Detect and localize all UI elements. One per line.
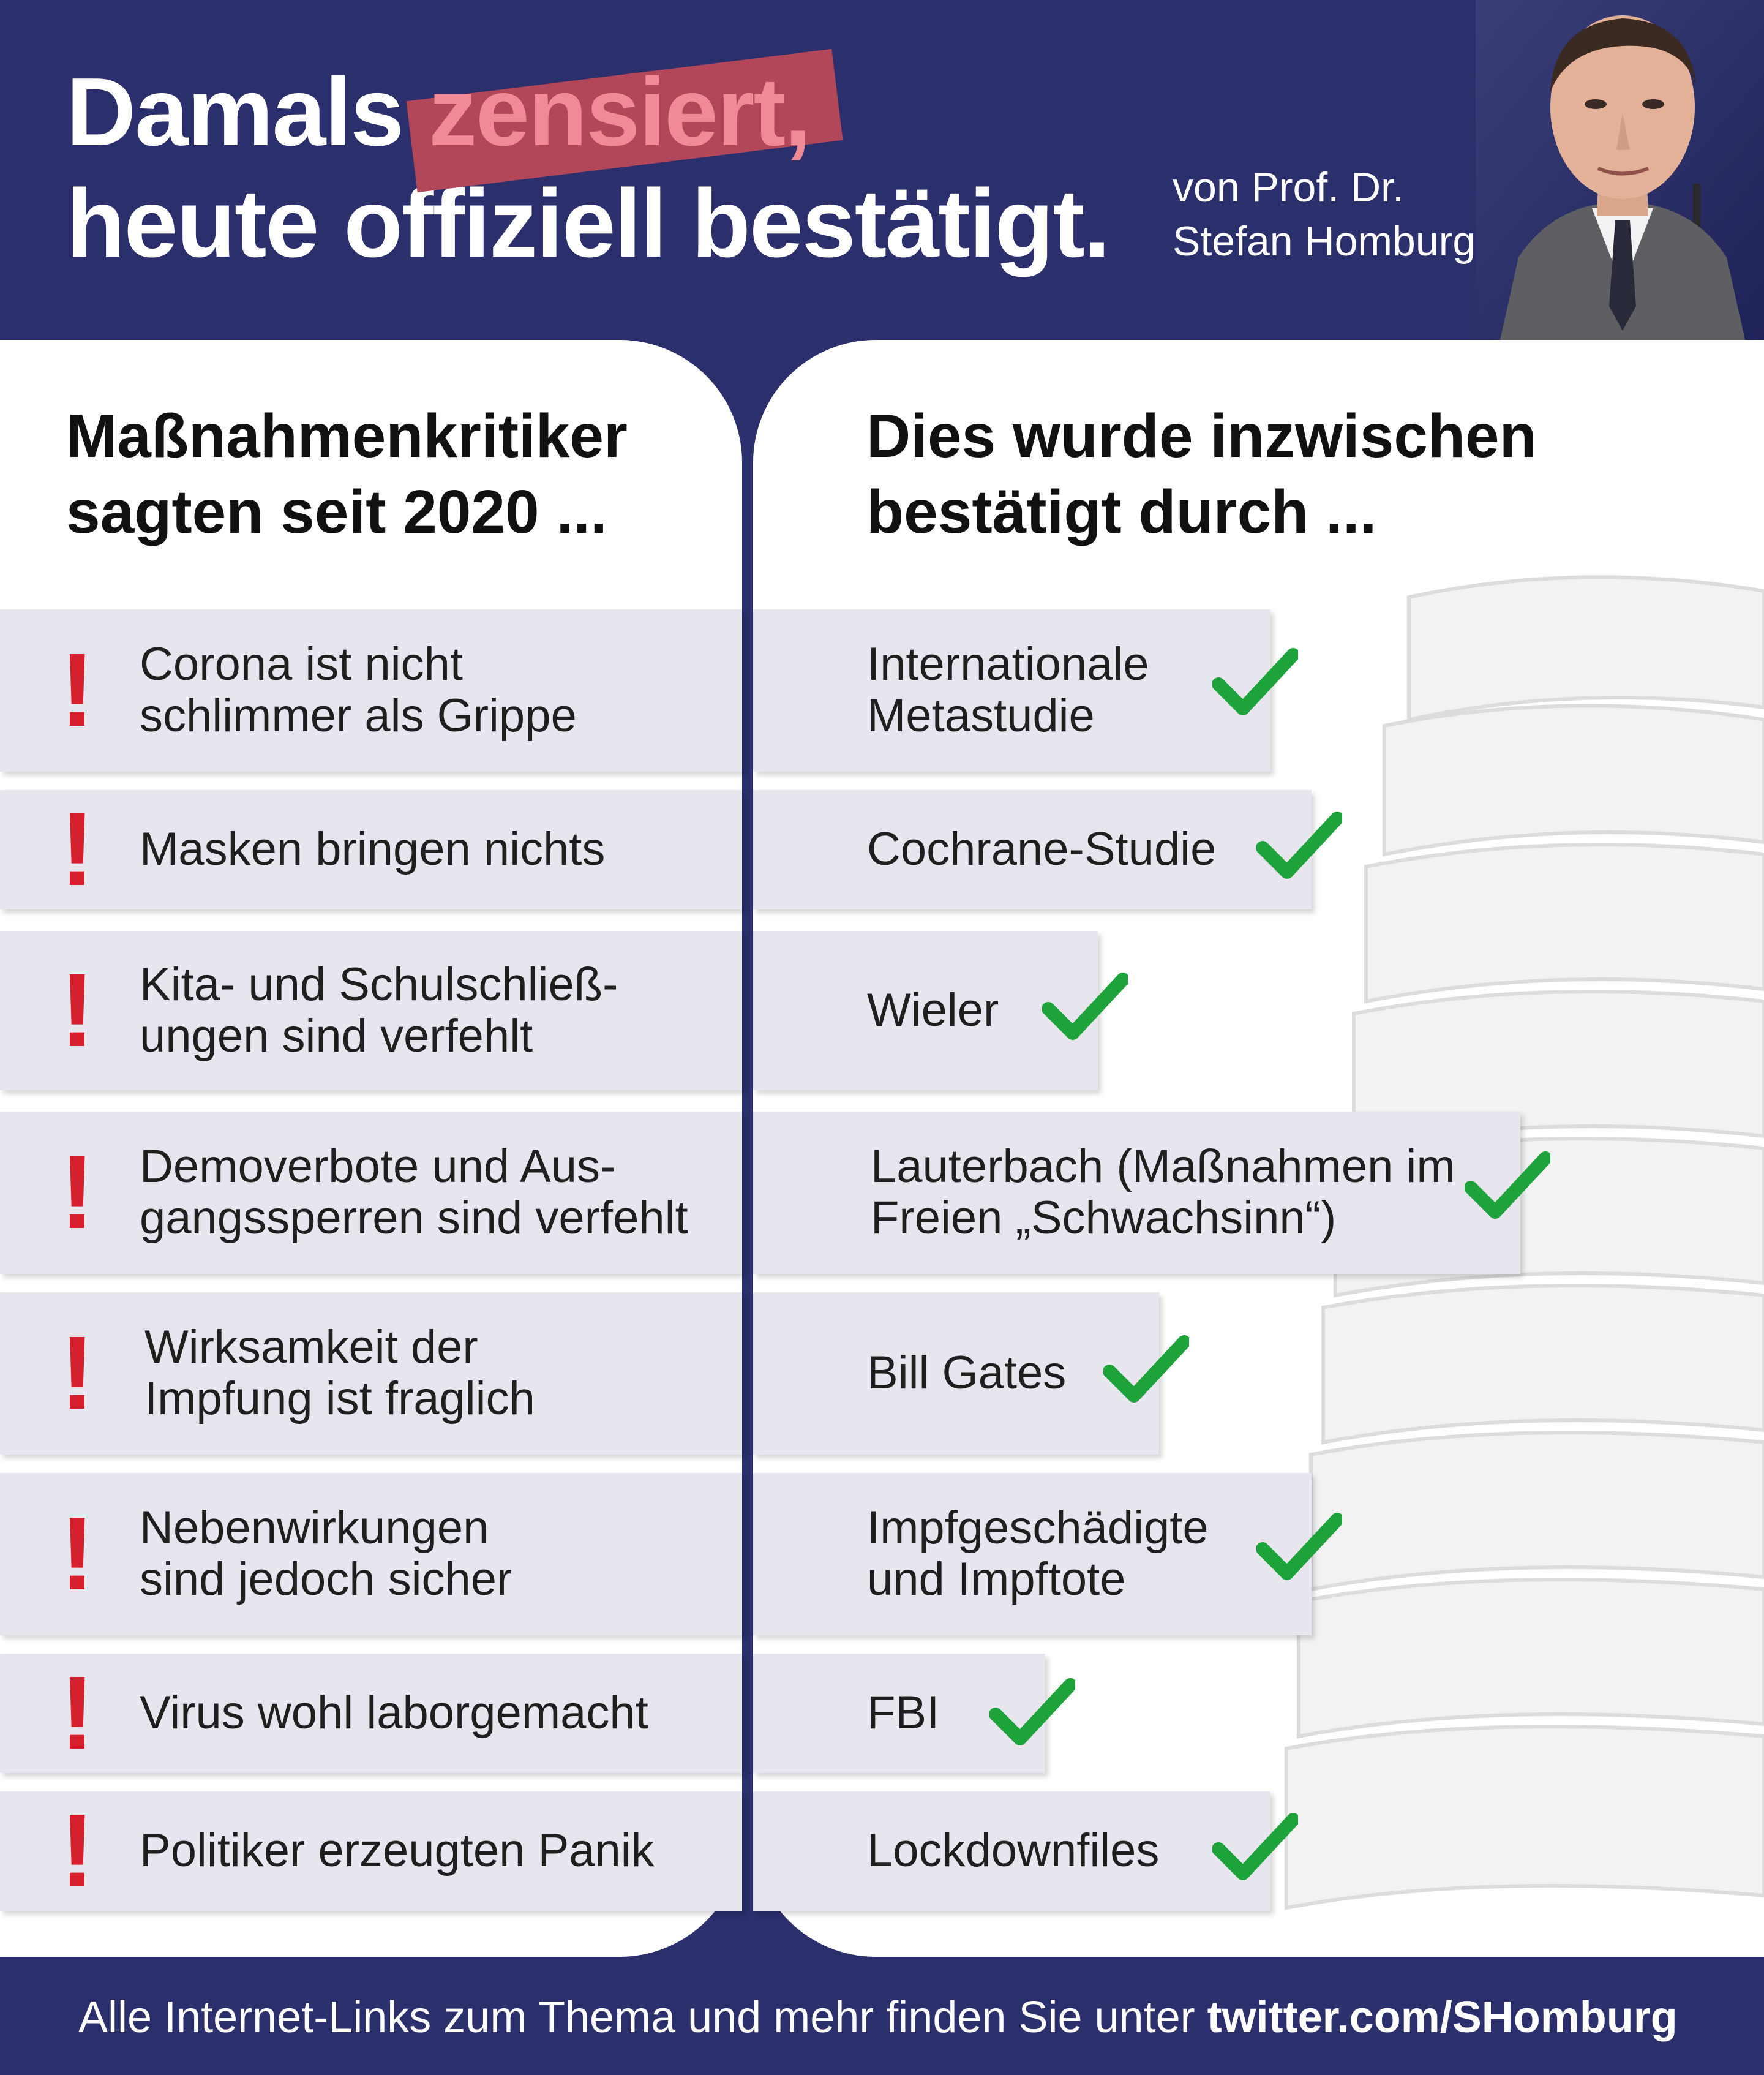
checkmark-icon (989, 1676, 1075, 1750)
claim-line-1: Demoverbote und Aus- (140, 1140, 616, 1192)
claim-row (0, 931, 742, 1090)
checkmark-icon (1212, 646, 1298, 720)
claim-line-1: Corona ist nicht (140, 638, 464, 690)
confirmation-row (753, 1292, 1159, 1455)
checkmark-icon (1256, 810, 1342, 883)
checkmark-icon (1465, 1150, 1550, 1223)
confirmation-text (867, 1687, 939, 1739)
confirmation-line-2: und Impftote (867, 1553, 1126, 1605)
claim-text (140, 1825, 655, 1877)
confirmation-row (753, 1112, 1520, 1274)
censored-word (429, 56, 810, 168)
checkmark-icon (1212, 1811, 1298, 1885)
confirmation-text (867, 1347, 1066, 1399)
left-column-heading (66, 398, 628, 550)
claim-line-2: ungen sind verfehlt (140, 1010, 533, 1062)
claim-line-2: sind jedoch sicher (140, 1553, 512, 1605)
claim-row (0, 1654, 742, 1773)
confirmation-text (867, 1825, 1159, 1877)
claim-row (0, 1473, 742, 1635)
confirmation-row (753, 1791, 1270, 1911)
left-heading-line-2: sagten seit 2020 ... (66, 478, 607, 546)
confirmation-line-2: Metastudie (867, 690, 1095, 742)
claim-text (140, 959, 618, 1062)
confirmation-row (753, 1473, 1312, 1635)
claim-line-1: Kita- und Schulschließ- (140, 958, 618, 1011)
confirmation-text (867, 1502, 1209, 1605)
confirmation-line-1: Lockdownfiles (867, 1825, 1160, 1877)
exclamation-icon: ! (60, 1315, 95, 1431)
confirmation-text (867, 824, 1216, 875)
confirmation-line-1: Wieler (867, 984, 999, 1036)
footer-link[interactable]: twitter.com/SHomburg (1207, 1993, 1678, 2042)
confirmation-row (753, 609, 1270, 772)
confirmation-row (753, 790, 1312, 909)
author-line-1: von Prof. Dr. (1173, 164, 1404, 211)
footer-caption: Alle Internet-Links zum Thema und mehr finden Sie unter (78, 1993, 1207, 2042)
claim-line-1: Masken bringen nichts (140, 823, 606, 875)
page-title (66, 56, 1109, 279)
claim-text (140, 1502, 512, 1605)
exclamation-icon: ! (60, 1793, 95, 1909)
confirmation-line-1: Internationale (867, 638, 1149, 690)
claim-row (0, 609, 742, 772)
censored-word-text: zensiert, (429, 58, 811, 166)
author-line-2: Stefan Homburg (1173, 218, 1476, 265)
exclamation-icon: ! (60, 1496, 95, 1612)
claim-text (140, 639, 577, 742)
author-portrait (1476, 0, 1764, 340)
left-heading-line-1: Maßnahmenkritiker (66, 402, 628, 470)
exclamation-icon: ! (60, 791, 95, 908)
confirmation-text (867, 985, 999, 1036)
exclamation-icon: ! (60, 1655, 95, 1771)
exclamation-icon: ! (60, 952, 95, 1069)
checkmark-icon (1042, 971, 1128, 1044)
confirmation-row (753, 1654, 1045, 1773)
confirmation-text (871, 1141, 1455, 1244)
claim-row (0, 1791, 742, 1911)
confirmation-line-1: FBI (867, 1687, 940, 1739)
claim-row (0, 790, 742, 909)
checkmark-icon (1103, 1333, 1189, 1407)
claim-line-1: Wirksamkeit der (144, 1321, 478, 1373)
claim-text (140, 824, 605, 875)
claim-line-2: gangssperren sind verfehlt (140, 1192, 688, 1244)
claim-text (140, 1141, 688, 1244)
confirmation-text (867, 639, 1149, 742)
title-word-damals: Damals (66, 58, 403, 166)
title-line-1 (66, 56, 1109, 168)
right-heading-line-1: Dies wurde inzwischen (866, 402, 1537, 470)
author-credit (1173, 160, 1476, 268)
claim-line-1: Virus wohl laborgemacht (140, 1687, 648, 1739)
right-column-heading (866, 398, 1537, 550)
claim-line-1: Nebenwirkungen (140, 1502, 489, 1554)
claim-line-2: Impfung ist fraglich (144, 1373, 535, 1425)
confirmation-line-1: Impfgeschädigte (867, 1502, 1209, 1554)
exclamation-icon: ! (60, 632, 95, 748)
right-heading-line-2: bestätigt durch ... (866, 478, 1377, 546)
claim-row (0, 1112, 742, 1274)
exclamation-icon: ! (60, 1134, 95, 1251)
claim-text (144, 1322, 535, 1425)
confirmation-line-1: Lauterbach (Maßnahmen im (871, 1140, 1455, 1192)
claim-line-1: Politiker erzeugten Panik (140, 1825, 655, 1877)
claim-row (0, 1292, 742, 1455)
confirmation-line-1: Cochrane-Studie (867, 823, 1217, 875)
checkmark-icon (1256, 1511, 1342, 1584)
confirmation-line-1: Bill Gates (867, 1347, 1067, 1399)
footer-text (78, 1992, 1678, 2043)
confirmation-row (753, 931, 1098, 1090)
claim-text (140, 1687, 648, 1739)
title-line-2: heute offiziell bestätigt. (66, 170, 1109, 277)
claim-line-2: schlimmer als Grippe (140, 690, 577, 742)
confirmation-line-2: Freien „Schwachsinn“) (871, 1192, 1337, 1244)
